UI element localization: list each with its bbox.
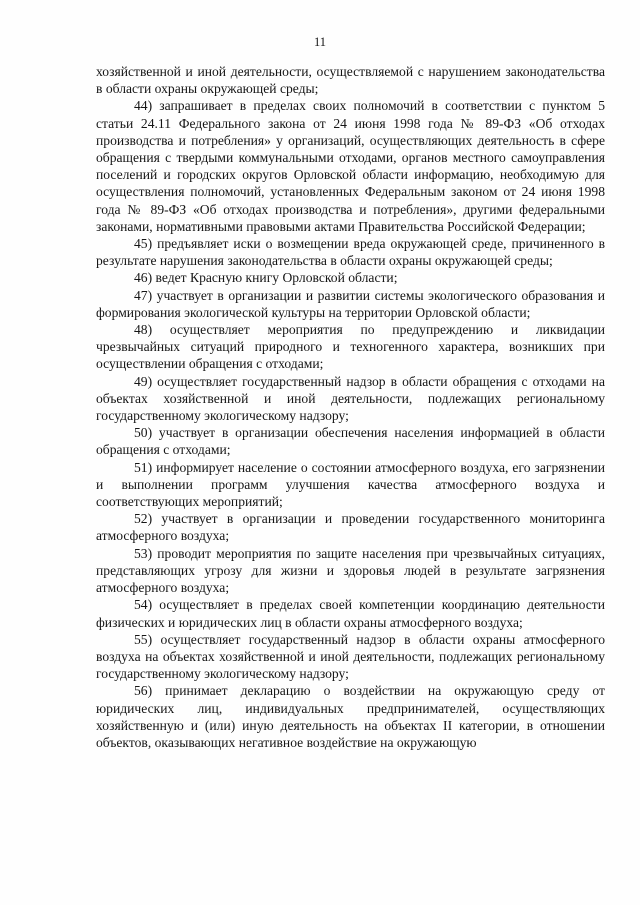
paragraph-item-56: 56) принимает декларацию о воздействии на окружающую среду от юридических лиц, индивидуальных предпринимателей, осуществляющих хозяйственную и (или) иную деятельность на объектах II категории, в отношении объектов, оказывающих негативное воздействие на окружающую	[96, 683, 605, 750]
page-number: 11	[313, 35, 327, 49]
paragraph-item-46: 46) ведет Красную книгу Орловской области;	[134, 270, 398, 286]
paragraph-item-53: 53) проводит мероприятия по защите населения при чрезвычайных ситуациях, представляющих угрозу для жизни и здоровья людей в результате загрязнения атмосферного воздуха;	[96, 545, 605, 596]
paragraph-item-54: 54) осуществляет в пределах своей компетенции координацию деятельности физических и юридических лиц в области охраны атмосферного воздуха;	[96, 597, 605, 630]
paragraph-item-52: 52) участвует в организации и проведении государственного мониторинга атмосферного воздуха;	[96, 511, 605, 544]
paragraph-item-49: 49) осуществляет государственный надзор в области обращения с отходами на объектах хозяйственной и иной деятельности, подлежащих региональному государственному экологическому надзору;	[96, 373, 605, 424]
paragraph-continuation: хозяйственной и иной деятельности, осуществляемой с нарушением законодательства в области охраны окружающей среды;	[96, 64, 605, 97]
document-body	[96, 63, 605, 751]
paragraph-item-50: 50) участвует в организации обеспечения населения информацией в области обращения с отходами;	[96, 425, 605, 458]
paragraph-item-51: 51) информирует население о состоянии атмосферного воздуха, его загрязнении и выполнении программ улучшения качества атмосферного воздуха и соответствующих мероприятий;	[96, 459, 605, 510]
paragraph-item-44: 44) запрашивает в пределах своих полномочий в соответствии с пунктом 5 статьи 24.11 Федерального закона от 24 июня 1998 года № 89-ФЗ «Об отходах производства и потребления» у организаций, осуществляющих деятельность в сфере обращения с твердыми коммунальными отходами, органов местного самоуправления поселений и городских округов Орловской области информацию, необходимую для осуществления полномочий, установленных Федеральным законом от 24 июня 1998 года № 89-ФЗ «Об отходах производства и потребления», другими федеральными законами, нормативными правовыми актами Правительства Российской Федерации;	[96, 98, 605, 234]
paragraph-item-55: 55) осуществляет государственный надзор в области охраны атмосферного воздуха на объектах хозяйственной и иной деятельности, подлежащих региональному государственному экологическому надзору;	[96, 631, 605, 682]
paragraph-item-47: 47) участвует в организации и развитии системы экологического образования и формирования экологической культуры на территории Орловской области;	[96, 287, 605, 320]
paragraph-item-45: 45) предъявляет иски о возмещении вреда окружающей среде, причиненного в результате нарушения законодательства в области охраны окружающей среды;	[96, 236, 605, 269]
paragraph-item-48: 48) осуществляет мероприятия по предупреждению и ликвидации чрезвычайных ситуаций природного и техногенного характера, возникших при осуществлении обращения с отходами;	[96, 322, 605, 372]
